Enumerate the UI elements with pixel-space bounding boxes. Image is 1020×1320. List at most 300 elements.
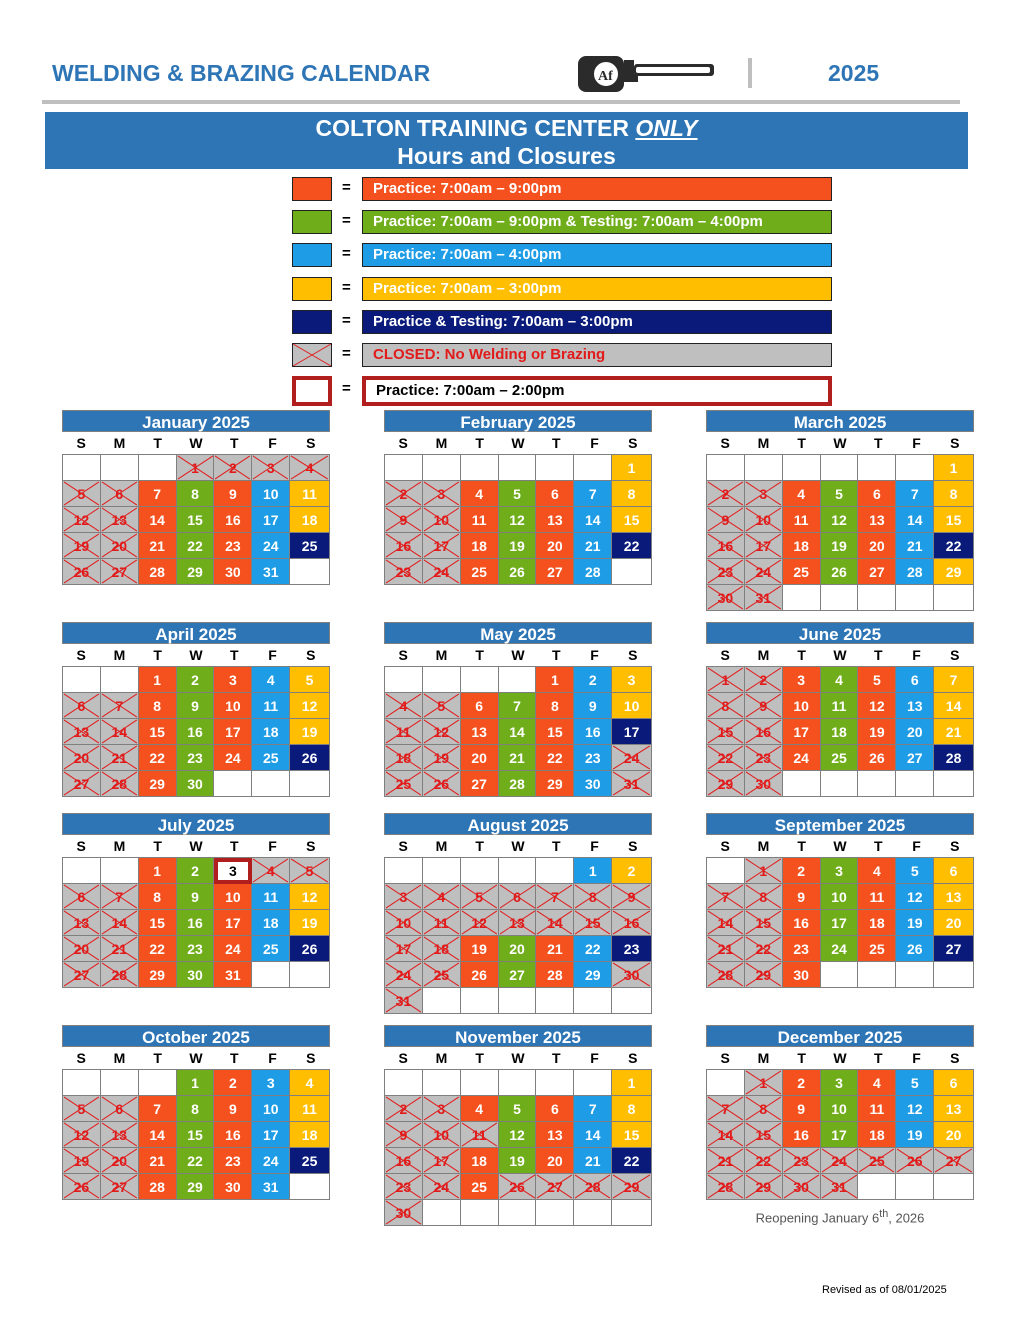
day-cell bbox=[896, 910, 934, 936]
day-number: 19 bbox=[73, 537, 90, 554]
day-cell bbox=[783, 1148, 821, 1174]
day-cell bbox=[745, 910, 783, 936]
day-number: 25 bbox=[301, 1152, 318, 1169]
empty-day-cell bbox=[101, 667, 139, 693]
weekday-label: T bbox=[229, 647, 239, 663]
empty-day-cell bbox=[423, 1070, 461, 1096]
week-row bbox=[385, 693, 652, 719]
legend-equals: = bbox=[342, 312, 351, 329]
day-number: 9 bbox=[797, 1100, 806, 1117]
day-cell bbox=[612, 910, 652, 936]
day-number: 23 bbox=[187, 749, 203, 766]
day-number: 21 bbox=[111, 749, 128, 766]
day-cell bbox=[858, 745, 896, 771]
day-number: 24 bbox=[755, 563, 772, 580]
weekday-header bbox=[62, 432, 330, 454]
day-number: 2 bbox=[588, 671, 597, 688]
empty-day-cell bbox=[612, 1200, 652, 1226]
day-number: 17 bbox=[831, 914, 847, 931]
day-cell bbox=[612, 962, 652, 988]
week-row bbox=[63, 858, 330, 884]
header-rule bbox=[42, 100, 960, 104]
day-cell bbox=[574, 481, 612, 507]
weekday-label: S bbox=[628, 435, 638, 451]
week-row bbox=[707, 1174, 974, 1200]
day-number: 29 bbox=[755, 966, 772, 983]
week-row bbox=[63, 771, 330, 797]
empty-day-cell bbox=[423, 667, 461, 693]
day-number: 18 bbox=[869, 914, 885, 931]
weekday-label: F bbox=[912, 435, 921, 451]
location-banner bbox=[45, 112, 968, 169]
month-calendar bbox=[62, 622, 330, 797]
day-number: 8 bbox=[153, 697, 162, 714]
day-cell bbox=[896, 858, 934, 884]
day-number: 26 bbox=[906, 1152, 923, 1169]
day-number: 28 bbox=[717, 966, 734, 983]
day-cell bbox=[499, 962, 537, 988]
empty-day-cell bbox=[499, 667, 537, 693]
day-cell bbox=[745, 858, 783, 884]
day-cell bbox=[423, 559, 461, 585]
legend-label: CLOSED: No Welding or Brazing bbox=[362, 343, 832, 367]
day-number: 31 bbox=[755, 589, 772, 606]
empty-day-cell bbox=[745, 455, 783, 481]
day-number: 21 bbox=[149, 537, 165, 554]
empty-day-cell bbox=[934, 1174, 974, 1200]
banner-only: ONLY bbox=[635, 115, 698, 141]
day-cell bbox=[252, 1148, 290, 1174]
day-number: 24 bbox=[793, 749, 809, 766]
week-row bbox=[707, 1096, 974, 1122]
week-row bbox=[707, 719, 974, 745]
month-calendar bbox=[384, 1025, 652, 1226]
weekday-label: S bbox=[76, 647, 86, 663]
day-number: 5 bbox=[910, 1074, 919, 1091]
day-number: 12 bbox=[906, 1100, 923, 1117]
day-number: 29 bbox=[945, 563, 962, 580]
day-cell bbox=[101, 559, 139, 585]
empty-day-cell bbox=[461, 1200, 499, 1226]
day-number: 27 bbox=[509, 966, 525, 983]
day-number: 13 bbox=[73, 914, 90, 931]
day-number: 2 bbox=[191, 671, 199, 688]
day-cell bbox=[101, 719, 139, 745]
empty-day-cell bbox=[783, 455, 821, 481]
week-row bbox=[707, 455, 974, 481]
day-number: 7 bbox=[721, 1100, 730, 1117]
day-cell bbox=[290, 745, 330, 771]
week-row bbox=[385, 455, 652, 481]
day-cell bbox=[707, 771, 745, 797]
day-cell bbox=[101, 1148, 139, 1174]
day-number: 8 bbox=[949, 485, 958, 502]
month-title: November 2025 bbox=[384, 1025, 652, 1047]
day-cell bbox=[499, 559, 537, 585]
legend-label: Practice: 7:00am – 3:00pm bbox=[362, 277, 832, 301]
day-cell bbox=[536, 667, 574, 693]
day-number: 21 bbox=[111, 940, 128, 957]
weekday-label: S bbox=[720, 838, 730, 854]
day-number: 16 bbox=[395, 1152, 412, 1169]
weekday-label: T bbox=[475, 1050, 484, 1066]
day-number: 15 bbox=[187, 1126, 203, 1143]
day-cell bbox=[423, 910, 461, 936]
day-number: 30 bbox=[395, 1204, 412, 1221]
day-cell bbox=[499, 719, 537, 745]
empty-day-cell bbox=[385, 455, 423, 481]
day-number: 3 bbox=[266, 1074, 275, 1091]
week-row bbox=[63, 962, 330, 988]
day-cell bbox=[499, 481, 537, 507]
day-number: 18 bbox=[471, 1152, 487, 1169]
day-cell bbox=[574, 1174, 612, 1200]
day-cell bbox=[499, 693, 537, 719]
day-cell bbox=[858, 481, 896, 507]
day-cell bbox=[934, 910, 974, 936]
week-row bbox=[707, 1122, 974, 1148]
day-number: 10 bbox=[755, 511, 772, 528]
day-number: 3 bbox=[228, 671, 237, 688]
day-cell bbox=[385, 962, 423, 988]
day-number: 15 bbox=[755, 1126, 772, 1143]
day-cell bbox=[139, 884, 177, 910]
day-number: 12 bbox=[73, 511, 90, 528]
day-number: 28 bbox=[149, 563, 165, 580]
day-number: 20 bbox=[547, 1152, 563, 1169]
day-cell bbox=[139, 910, 177, 936]
week-row bbox=[63, 507, 330, 533]
day-number: 13 bbox=[111, 511, 128, 528]
empty-day-cell bbox=[821, 962, 859, 988]
day-number: 27 bbox=[111, 563, 128, 580]
day-cell bbox=[252, 455, 290, 481]
empty-day-cell bbox=[707, 455, 745, 481]
day-cell bbox=[290, 858, 330, 884]
day-cell bbox=[101, 1174, 139, 1200]
day-cell bbox=[252, 1096, 290, 1122]
day-cell bbox=[745, 1096, 783, 1122]
day-number: 21 bbox=[717, 1152, 734, 1169]
day-cell bbox=[574, 745, 612, 771]
legend-swatch bbox=[292, 210, 332, 234]
day-cell bbox=[745, 481, 783, 507]
empty-day-cell bbox=[101, 858, 139, 884]
day-cell bbox=[574, 559, 612, 585]
day-cell bbox=[423, 719, 461, 745]
weekday-label: F bbox=[268, 1050, 277, 1066]
day-cell bbox=[536, 910, 574, 936]
day-cell bbox=[934, 481, 974, 507]
day-cell bbox=[101, 936, 139, 962]
day-number: 25 bbox=[471, 563, 487, 580]
empty-day-cell bbox=[499, 988, 537, 1014]
day-cell bbox=[574, 910, 612, 936]
day-cell bbox=[63, 1148, 101, 1174]
day-cell bbox=[574, 1122, 612, 1148]
day-number: 22 bbox=[717, 749, 734, 766]
weekday-label: W bbox=[833, 838, 847, 854]
day-number: 9 bbox=[399, 1126, 408, 1143]
day-number: 13 bbox=[945, 888, 962, 905]
day-number: 17 bbox=[433, 1152, 450, 1169]
day-number: 26 bbox=[831, 563, 847, 580]
weekday-label: W bbox=[511, 838, 525, 854]
day-number: 25 bbox=[262, 749, 279, 766]
day-cell bbox=[821, 559, 859, 585]
day-cell bbox=[101, 884, 139, 910]
day-cell bbox=[63, 481, 101, 507]
day-cell bbox=[934, 559, 974, 585]
day-number: 29 bbox=[547, 775, 563, 792]
day-cell bbox=[536, 884, 574, 910]
day-cell bbox=[612, 884, 652, 910]
day-cell bbox=[139, 667, 177, 693]
day-number: 7 bbox=[153, 1100, 162, 1117]
day-cell bbox=[934, 1096, 974, 1122]
day-number: 9 bbox=[399, 511, 408, 528]
day-cell bbox=[177, 693, 215, 719]
empty-day-cell bbox=[385, 858, 423, 884]
day-number: 1 bbox=[721, 671, 730, 688]
day-cell bbox=[385, 559, 423, 585]
day-number: 1 bbox=[550, 671, 559, 688]
day-number: 19 bbox=[906, 1126, 923, 1143]
day-number: 8 bbox=[759, 888, 768, 905]
day-grid bbox=[706, 454, 974, 611]
day-number: 4 bbox=[399, 697, 408, 714]
week-row bbox=[385, 936, 652, 962]
day-number: 15 bbox=[945, 511, 962, 528]
day-cell bbox=[783, 719, 821, 745]
day-number: 22 bbox=[755, 1152, 772, 1169]
weekday-label: S bbox=[306, 435, 316, 451]
day-cell bbox=[858, 693, 896, 719]
day-number: 18 bbox=[262, 723, 279, 740]
day-number: 20 bbox=[509, 940, 525, 957]
day-cell bbox=[461, 910, 499, 936]
empty-day-cell bbox=[499, 1070, 537, 1096]
day-number: 26 bbox=[869, 749, 885, 766]
weekday-label: T bbox=[797, 435, 806, 451]
weekday-header bbox=[384, 644, 652, 666]
day-number: 17 bbox=[225, 914, 241, 931]
day-cell bbox=[385, 1122, 423, 1148]
day-number: 6 bbox=[949, 1074, 958, 1091]
day-cell bbox=[139, 962, 177, 988]
month-title: April 2025 bbox=[62, 622, 330, 644]
day-number: 6 bbox=[77, 697, 86, 714]
empty-day-cell bbox=[423, 1200, 461, 1226]
weekday-label: W bbox=[511, 435, 525, 451]
week-row bbox=[385, 745, 652, 771]
empty-day-cell bbox=[707, 858, 745, 884]
week-row bbox=[707, 858, 974, 884]
day-cell bbox=[214, 1122, 252, 1148]
day-cell bbox=[745, 585, 783, 611]
empty-day-cell bbox=[139, 1070, 177, 1096]
day-number: 18 bbox=[301, 511, 318, 528]
weekday-label: M bbox=[435, 838, 448, 854]
week-row bbox=[707, 481, 974, 507]
weekday-label: S bbox=[950, 647, 960, 663]
day-number: 11 bbox=[793, 511, 809, 528]
day-number: 23 bbox=[623, 940, 640, 957]
weekday-label: S bbox=[720, 647, 730, 663]
day-number: 29 bbox=[755, 1178, 772, 1195]
day-cell bbox=[139, 936, 177, 962]
month-calendar bbox=[62, 410, 330, 585]
day-cell bbox=[177, 1070, 215, 1096]
day-cell bbox=[612, 667, 652, 693]
day-cell bbox=[745, 884, 783, 910]
day-cell bbox=[745, 745, 783, 771]
week-row bbox=[385, 1122, 652, 1148]
day-number: 5 bbox=[305, 671, 314, 688]
day-number: 9 bbox=[627, 888, 636, 905]
day-cell bbox=[858, 1070, 896, 1096]
day-number: 22 bbox=[149, 940, 165, 957]
day-cell bbox=[858, 533, 896, 559]
weekday-header bbox=[706, 644, 974, 666]
day-number: 10 bbox=[433, 511, 450, 528]
day-number: 18 bbox=[793, 537, 809, 554]
day-number: 3 bbox=[399, 888, 408, 905]
month-title: October 2025 bbox=[62, 1025, 330, 1047]
day-cell bbox=[63, 533, 101, 559]
month-title: December 2025 bbox=[706, 1025, 974, 1047]
day-number: 31 bbox=[225, 966, 241, 983]
day-cell bbox=[290, 1148, 330, 1174]
day-cell bbox=[63, 1122, 101, 1148]
day-cell bbox=[536, 771, 574, 797]
day-number: 28 bbox=[584, 1178, 601, 1195]
day-cell bbox=[896, 481, 934, 507]
day-cell bbox=[858, 559, 896, 585]
empty-day-cell bbox=[934, 962, 974, 988]
day-cell bbox=[461, 745, 499, 771]
day-cell bbox=[461, 1148, 499, 1174]
day-number: 16 bbox=[187, 723, 203, 740]
day-number: 27 bbox=[945, 1152, 962, 1169]
legend-equals: = bbox=[342, 279, 351, 296]
day-number: 16 bbox=[395, 537, 412, 554]
day-cell bbox=[139, 1174, 177, 1200]
month-calendar bbox=[62, 1025, 330, 1200]
day-cell bbox=[821, 667, 859, 693]
weekday-header bbox=[706, 1047, 974, 1069]
day-cell bbox=[139, 559, 177, 585]
day-number: 25 bbox=[433, 966, 450, 983]
day-number: 16 bbox=[755, 723, 772, 740]
day-number: 3 bbox=[266, 459, 275, 476]
day-cell bbox=[385, 693, 423, 719]
day-number: 15 bbox=[755, 914, 772, 931]
day-number: 12 bbox=[906, 888, 923, 905]
day-number: 5 bbox=[513, 1100, 521, 1117]
day-number: 24 bbox=[225, 749, 241, 766]
day-cell bbox=[499, 1122, 537, 1148]
weekday-label: F bbox=[590, 838, 599, 854]
day-number: 24 bbox=[433, 563, 450, 580]
day-cell bbox=[707, 481, 745, 507]
day-cell bbox=[612, 1070, 652, 1096]
day-cell bbox=[101, 745, 139, 771]
week-row bbox=[385, 1096, 652, 1122]
day-cell bbox=[139, 507, 177, 533]
day-number: 28 bbox=[717, 1178, 734, 1195]
weekday-label: T bbox=[797, 1050, 806, 1066]
week-row bbox=[707, 507, 974, 533]
day-number: 12 bbox=[509, 1126, 525, 1143]
day-number: 31 bbox=[262, 1178, 279, 1195]
weekday-label: S bbox=[950, 435, 960, 451]
weekday-label: F bbox=[590, 435, 599, 451]
day-cell bbox=[63, 559, 101, 585]
day-cell bbox=[934, 858, 974, 884]
day-cell bbox=[858, 884, 896, 910]
legend-label: Practice: 7:00am – 9:00pm bbox=[362, 177, 832, 201]
day-number: 21 bbox=[509, 749, 525, 766]
day-number: 26 bbox=[301, 749, 318, 766]
day-cell bbox=[896, 533, 934, 559]
day-cell bbox=[290, 936, 330, 962]
weekday-label: T bbox=[551, 435, 561, 451]
week-row bbox=[385, 1200, 652, 1226]
day-number: 25 bbox=[869, 940, 885, 957]
day-cell bbox=[101, 771, 139, 797]
day-number: 28 bbox=[111, 966, 128, 983]
day-cell bbox=[385, 533, 423, 559]
day-number: 10 bbox=[831, 1100, 847, 1117]
day-number: 4 bbox=[266, 862, 275, 879]
day-cell bbox=[177, 1148, 215, 1174]
day-cell bbox=[783, 1122, 821, 1148]
day-number: 14 bbox=[111, 914, 128, 931]
day-cell bbox=[214, 507, 252, 533]
day-number: 23 bbox=[395, 563, 412, 580]
day-grid bbox=[384, 857, 652, 1014]
day-number: 6 bbox=[550, 485, 559, 502]
weekday-label: M bbox=[757, 1050, 770, 1066]
day-cell bbox=[896, 1096, 934, 1122]
day-cell bbox=[896, 507, 934, 533]
weekday-label: W bbox=[833, 1050, 847, 1066]
day-grid bbox=[706, 666, 974, 797]
day-cell bbox=[290, 1122, 330, 1148]
day-cell bbox=[214, 1148, 252, 1174]
empty-day-cell bbox=[858, 771, 896, 797]
day-number: 24 bbox=[262, 1152, 279, 1169]
day-cell bbox=[101, 507, 139, 533]
day-cell bbox=[385, 936, 423, 962]
day-number: 25 bbox=[869, 1152, 885, 1169]
day-cell bbox=[858, 719, 896, 745]
day-cell bbox=[783, 745, 821, 771]
weekday-label: W bbox=[189, 838, 203, 854]
legend-equals: = bbox=[342, 212, 351, 229]
week-row bbox=[63, 884, 330, 910]
legend-swatch bbox=[292, 310, 332, 334]
day-number: 27 bbox=[111, 1178, 128, 1195]
day-number: 11 bbox=[433, 914, 449, 931]
day-cell bbox=[745, 719, 783, 745]
day-cell bbox=[745, 962, 783, 988]
day-cell bbox=[214, 667, 252, 693]
weekday-label: M bbox=[435, 1050, 448, 1066]
day-grid bbox=[62, 1069, 330, 1200]
day-number: 24 bbox=[623, 749, 640, 766]
